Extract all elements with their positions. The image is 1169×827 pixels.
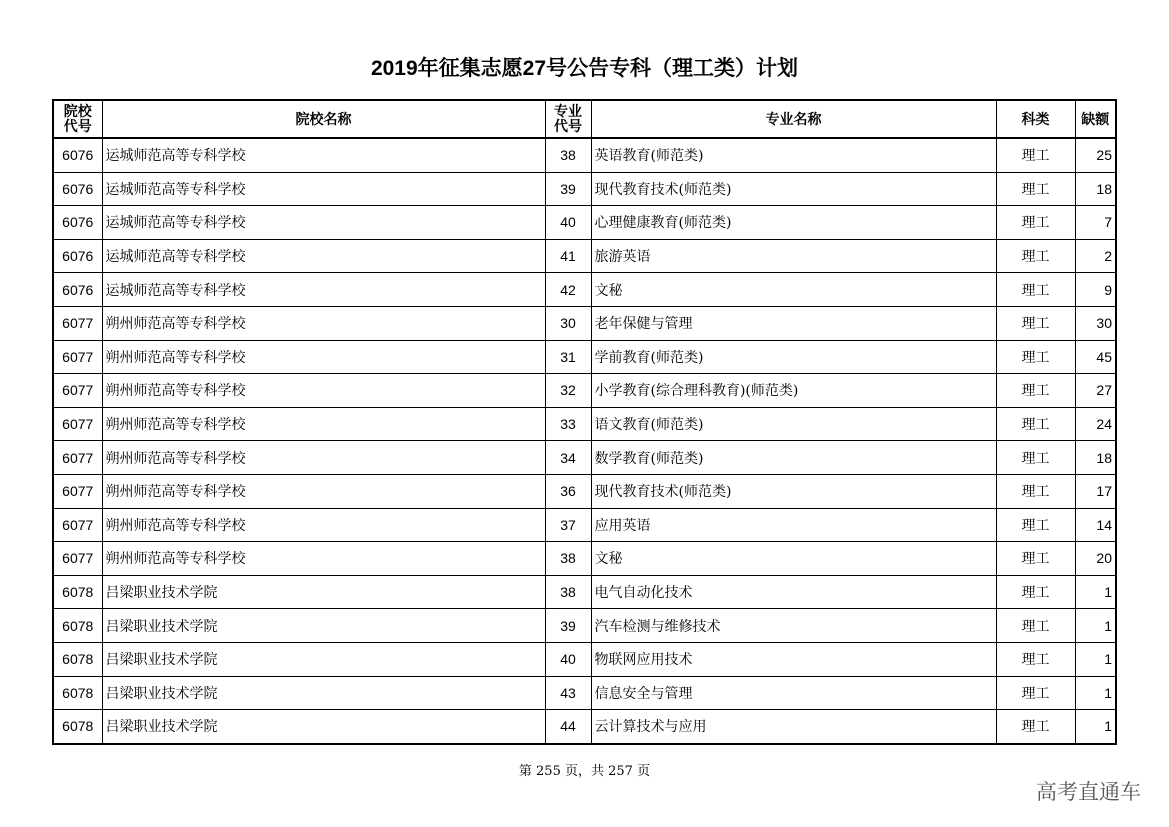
- cell-category: 理工: [996, 542, 1075, 576]
- table-row: [53, 710, 1116, 744]
- cell-major-name: 学前教育(师范类): [591, 340, 996, 374]
- cell-major-name: 文秘: [591, 542, 996, 576]
- cell-school-name: 运城师范高等专科学校: [102, 172, 545, 206]
- cell-quota: 27: [1075, 374, 1116, 408]
- cell-major-code: 39: [545, 172, 591, 206]
- cell-quota: 20: [1075, 542, 1116, 576]
- table-row: [53, 407, 1116, 441]
- cell-school-code: 6077: [53, 508, 102, 542]
- cell-school-name: 运城师范高等专科学校: [102, 273, 545, 307]
- table-row: [53, 474, 1116, 508]
- cell-school-name: 朔州师范高等专科学校: [102, 474, 545, 508]
- table-row: [53, 374, 1116, 408]
- cell-school-name: 运城师范高等专科学校: [102, 138, 545, 172]
- cell-major-name: 语文教育(师范类): [591, 407, 996, 441]
- cell-quota: 1: [1075, 609, 1116, 643]
- cell-school-code: 6077: [53, 306, 102, 340]
- table-row: [53, 239, 1116, 273]
- cell-major-name: 信息安全与管理: [591, 676, 996, 710]
- cell-major-code: 36: [545, 474, 591, 508]
- header-major-name: 专业名称: [591, 100, 996, 138]
- watermark-text: 高考直通车: [1036, 780, 1141, 804]
- cell-major-name: 物联网应用技术: [591, 642, 996, 676]
- header-quota: 缺额: [1075, 100, 1116, 138]
- header-school-name: 院校名称: [102, 100, 545, 138]
- cell-major-code: 40: [545, 206, 591, 240]
- cell-major-code: 41: [545, 239, 591, 273]
- table-row: [53, 441, 1116, 475]
- cell-quota: 45: [1075, 340, 1116, 374]
- cell-major-name: 电气自动化技术: [591, 575, 996, 609]
- plan-table: [52, 99, 1117, 745]
- table-row: [53, 340, 1116, 374]
- cell-school-name: 朔州师范高等专科学校: [102, 306, 545, 340]
- cell-school-code: 6076: [53, 273, 102, 307]
- cell-major-name: 旅游英语: [591, 239, 996, 273]
- cell-school-name: 运城师范高等专科学校: [102, 206, 545, 240]
- cell-school-code: 6078: [53, 575, 102, 609]
- table-row: [53, 273, 1116, 307]
- cell-major-name: 云计算技术与应用: [591, 710, 996, 744]
- cell-major-name: 现代教育技术(师范类): [591, 474, 996, 508]
- cell-school-name: 朔州师范高等专科学校: [102, 340, 545, 374]
- cell-school-code: 6078: [53, 710, 102, 744]
- cell-category: 理工: [996, 642, 1075, 676]
- cell-major-code: 30: [545, 306, 591, 340]
- cell-major-code: 38: [545, 542, 591, 576]
- cell-category: 理工: [996, 340, 1075, 374]
- cell-quota: 18: [1075, 172, 1116, 206]
- cell-major-name: 数学教育(师范类): [591, 441, 996, 475]
- page-footer: 第 255 页，共 257 页: [518, 764, 651, 779]
- cell-major-code: 37: [545, 508, 591, 542]
- cell-major-code: 40: [545, 642, 591, 676]
- cell-category: 理工: [996, 206, 1075, 240]
- cell-category: 理工: [996, 441, 1075, 475]
- cell-category: 理工: [996, 239, 1075, 273]
- cell-school-name: 朔州师范高等专科学校: [102, 407, 545, 441]
- table-row: [53, 609, 1116, 643]
- cell-quota: 25: [1075, 138, 1116, 172]
- cell-major-code: 33: [545, 407, 591, 441]
- cell-major-name: 汽车检测与维修技术: [591, 609, 996, 643]
- cell-school-code: 6077: [53, 407, 102, 441]
- table-row: [53, 306, 1116, 340]
- cell-major-code: 42: [545, 273, 591, 307]
- cell-school-name: 吕梁职业技术学院: [102, 575, 545, 609]
- table-row: [53, 138, 1116, 172]
- table-row: [53, 508, 1116, 542]
- cell-school-code: 6078: [53, 609, 102, 643]
- table-row: [53, 206, 1116, 240]
- header-category: 科类: [996, 100, 1075, 138]
- cell-category: 理工: [996, 710, 1075, 744]
- cell-quota: 2: [1075, 239, 1116, 273]
- table-row: [53, 676, 1116, 710]
- cell-category: 理工: [996, 273, 1075, 307]
- cell-quota: 1: [1075, 575, 1116, 609]
- cell-major-name: 老年保健与管理: [591, 306, 996, 340]
- table-row: [53, 575, 1116, 609]
- cell-major-code: 43: [545, 676, 591, 710]
- cell-school-name: 朔州师范高等专科学校: [102, 374, 545, 408]
- cell-school-code: 6077: [53, 542, 102, 576]
- cell-school-code: 6076: [53, 172, 102, 206]
- cell-major-code: 38: [545, 138, 591, 172]
- cell-major-code: 38: [545, 575, 591, 609]
- cell-category: 理工: [996, 306, 1075, 340]
- cell-major-code: 39: [545, 609, 591, 643]
- cell-category: 理工: [996, 676, 1075, 710]
- cell-major-code: 34: [545, 441, 591, 475]
- cell-major-name: 应用英语: [591, 508, 996, 542]
- cell-quota: 14: [1075, 508, 1116, 542]
- cell-school-name: 运城师范高等专科学校: [102, 239, 545, 273]
- total-pages-number: 257: [608, 764, 633, 779]
- cell-school-code: 6077: [53, 441, 102, 475]
- cell-category: 理工: [996, 138, 1075, 172]
- cell-major-code: 44: [545, 710, 591, 744]
- cell-quota: 30: [1075, 306, 1116, 340]
- cell-quota: 24: [1075, 407, 1116, 441]
- cell-major-name: 文秘: [591, 273, 996, 307]
- cell-quota: 7: [1075, 206, 1116, 240]
- page-title: 2019年征集志愿27号公告专科（理工类）计划: [370, 57, 799, 80]
- cell-category: 理工: [996, 609, 1075, 643]
- cell-school-name: 朔州师范高等专科学校: [102, 542, 545, 576]
- cell-major-name: 现代教育技术(师范类): [591, 172, 996, 206]
- table-row: [53, 172, 1116, 206]
- cell-school-code: 6078: [53, 676, 102, 710]
- cell-school-code: 6077: [53, 374, 102, 408]
- cell-school-name: 朔州师范高等专科学校: [102, 508, 545, 542]
- header-school-code: 院校 代号: [53, 100, 102, 138]
- cell-category: 理工: [996, 575, 1075, 609]
- table-row: [53, 642, 1116, 676]
- cell-school-name: 吕梁职业技术学院: [102, 676, 545, 710]
- cell-major-name: 英语教育(师范类): [591, 138, 996, 172]
- cell-category: 理工: [996, 172, 1075, 206]
- cell-category: 理工: [996, 508, 1075, 542]
- cell-school-code: 6076: [53, 239, 102, 273]
- cell-major-name: 心理健康教育(师范类): [591, 206, 996, 240]
- cell-quota: 18: [1075, 441, 1116, 475]
- cell-school-code: 6076: [53, 206, 102, 240]
- cell-school-name: 吕梁职业技术学院: [102, 710, 545, 744]
- cell-quota: 9: [1075, 273, 1116, 307]
- header-major-code: 专业 代号: [545, 100, 591, 138]
- cell-quota: 1: [1075, 676, 1116, 710]
- cell-category: 理工: [996, 407, 1075, 441]
- cell-quota: 1: [1075, 710, 1116, 744]
- cell-school-name: 吕梁职业技术学院: [102, 609, 545, 643]
- cell-category: 理工: [996, 374, 1075, 408]
- cell-school-code: 6077: [53, 340, 102, 374]
- cell-school-code: 6077: [53, 474, 102, 508]
- cell-major-code: 31: [545, 340, 591, 374]
- cell-quota: 1: [1075, 642, 1116, 676]
- table-row: [53, 542, 1116, 576]
- cell-category: 理工: [996, 474, 1075, 508]
- table-header-row: [53, 100, 1116, 138]
- cell-school-name: 吕梁职业技术学院: [102, 642, 545, 676]
- cell-school-code: 6076: [53, 138, 102, 172]
- current-page-number: 255: [536, 764, 561, 779]
- cell-major-name: 小学教育(综合理科教育)(师范类): [591, 374, 996, 408]
- cell-school-name: 朔州师范高等专科学校: [102, 441, 545, 475]
- cell-school-code: 6078: [53, 642, 102, 676]
- cell-major-code: 32: [545, 374, 591, 408]
- cell-quota: 17: [1075, 474, 1116, 508]
